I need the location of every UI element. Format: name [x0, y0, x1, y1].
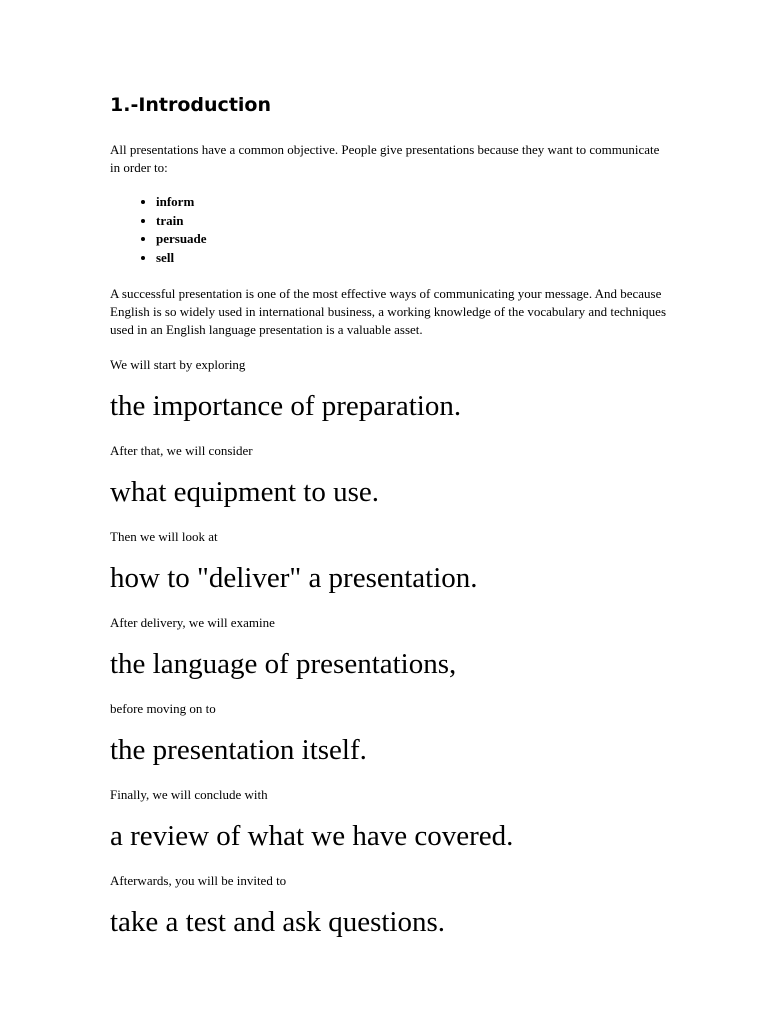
intro-paragraph: All presentations have a common objective. People give presentations because they want to communicate in order to:	[110, 142, 660, 175]
outline-section	[110, 528, 670, 596]
section-topic: the language of presentations,	[110, 648, 457, 680]
section-lead: We will start by exploring	[110, 357, 246, 372]
objectives-list	[110, 193, 670, 267]
section-lead: After that, we will consider	[110, 443, 253, 458]
section-lead: Then we will look at	[110, 529, 218, 544]
section-lead: After delivery, we will examine	[110, 615, 275, 630]
section-lead: Afterwards, you will be invited to	[110, 873, 287, 888]
benefits-paragraph: A successful presentation is one of the most effective ways of communicating your message. And because English is so widely used in international business, a working knowledge of the vocabulary and techniques used in an English language presentation is a valuable asset.	[110, 286, 666, 337]
outline-section	[110, 356, 670, 424]
outline-section	[110, 872, 670, 940]
section-lead: before moving on to	[110, 701, 216, 716]
outline-section	[110, 786, 670, 854]
section-heading: 1.-Introduction	[110, 94, 271, 116]
section-topic: the importance of preparation.	[110, 390, 462, 422]
list-item: • inform	[156, 193, 670, 212]
outline-section	[110, 700, 670, 768]
outline-section	[110, 614, 670, 682]
section-topic: a review of what we have covered.	[110, 820, 514, 852]
document-page	[110, 92, 670, 958]
section-topic: take a test and ask questions.	[110, 906, 446, 938]
section-topic: how to "deliver" a presentation.	[110, 562, 478, 594]
section-lead: Finally, we will conclude with	[110, 787, 268, 802]
outline-section	[110, 442, 670, 510]
section-topic: the presentation itself.	[110, 734, 367, 766]
list-item: • sell	[156, 249, 670, 268]
section-topic: what equipment to use.	[110, 476, 380, 508]
list-item: • train	[156, 212, 670, 231]
list-item: • persuade	[156, 230, 670, 249]
